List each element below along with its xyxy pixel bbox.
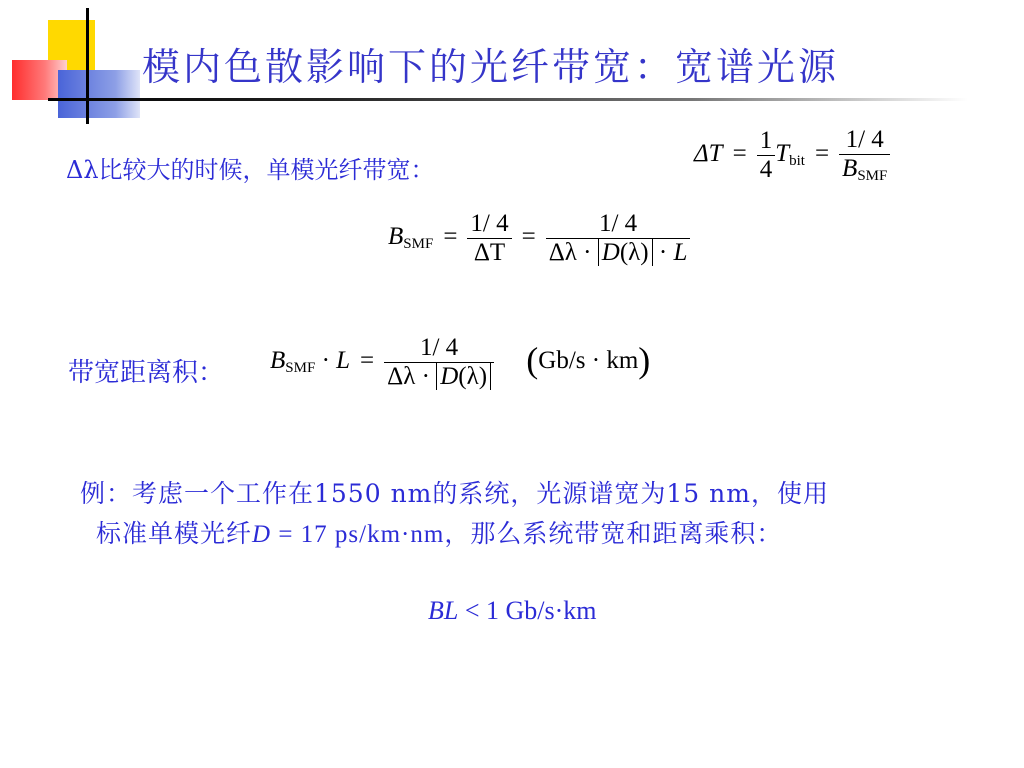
eq1-equals-1: = [732,140,747,168]
eq1-t: T [775,140,790,168]
eq3-den-arg: (λ) [458,363,488,390]
example-line-2 [96,514,782,550]
equation-bandwidth-distance [270,334,650,391]
eq1-frac1-den: 4 [757,155,776,184]
eq1-t-sub: bit [789,153,805,170]
eq3-l: L [336,347,351,375]
eq2-frac1 [467,210,511,267]
eq2-frac1-den: ΔT [467,238,511,267]
result-line [428,596,597,626]
eq3-b-sub: SMF [285,360,316,377]
result-bl: BL [428,596,459,625]
eq2-b: B [388,223,404,251]
eq2-abs-d [598,239,653,266]
bandwidth-distance-label: 带宽距离积： [68,358,225,388]
eq1-frac2-den-b: B [842,155,858,182]
eq2-frac1-num: 1/ 4 [470,210,509,237]
eq3-num: 1/ 4 [419,334,459,361]
slide-title: 模内色散影响下的光纤带宽：宽谱光源 [142,45,840,89]
example-line-1: 例：考虑一个工作在1550 nm的系统，光源谱宽为15 nm，使用 [80,479,829,508]
deco-blue-square [58,70,140,118]
eq3-den-pre: Δλ · [387,363,437,390]
eq2-den-d: D [601,239,620,266]
eq3-dot: · [315,347,337,375]
eq2-frac2-den [546,238,691,267]
unit-close-paren: ) [638,340,651,381]
eq3-equals: = [360,347,375,375]
eq3-unit: Gb/s · km [538,347,639,375]
equation-delta-t [694,126,890,185]
eq3-den-d: D [440,363,459,390]
eq2-equals-2: = [521,223,536,251]
eq1-frac-quarter [757,127,776,184]
eq2-den-pre: Δλ · [548,239,598,266]
eq3-frac [384,334,494,391]
unit-open-paren: ( [526,340,539,381]
example-line2-pre: 标准单模光纤 [96,519,253,548]
eq1-frac2-num: 1/ 4 [845,126,884,153]
eq2-equals-1: = [443,223,458,251]
eq2-frac2-num: 1/ 4 [598,210,638,237]
eq2-frac2 [546,210,691,267]
eq1-frac-bsmf [839,126,890,185]
bandwidth-intro-text: Δλ比较大的时候，单模光纤带宽： [66,156,435,184]
example-line2-post: = 17 ps/km·nm，那么系统带宽和距离乘积： [271,521,783,548]
eq1-equals-2: = [814,140,830,168]
eq3-b: B [270,347,286,375]
result-rest: < 1 Gb/s·km [458,596,597,625]
eq1-frac2-den-sub: SMF [857,168,888,184]
eq1-frac2-den [839,154,890,185]
eq3-abs-d [436,363,491,390]
eq2-den-post: · [652,239,674,266]
eq1-lhs: ΔT [694,140,723,168]
eq2-den-l: L [673,239,688,266]
eq2-den-arg: (λ) [619,239,649,266]
example-line2-d: D [252,521,272,548]
title-underline [48,98,968,101]
eq3-den [384,362,494,391]
eq2-b-sub: SMF [403,236,434,253]
equation-bsmf [388,210,690,267]
eq1-frac1-num: 1 [759,127,773,154]
deco-vertical-line [86,8,89,124]
